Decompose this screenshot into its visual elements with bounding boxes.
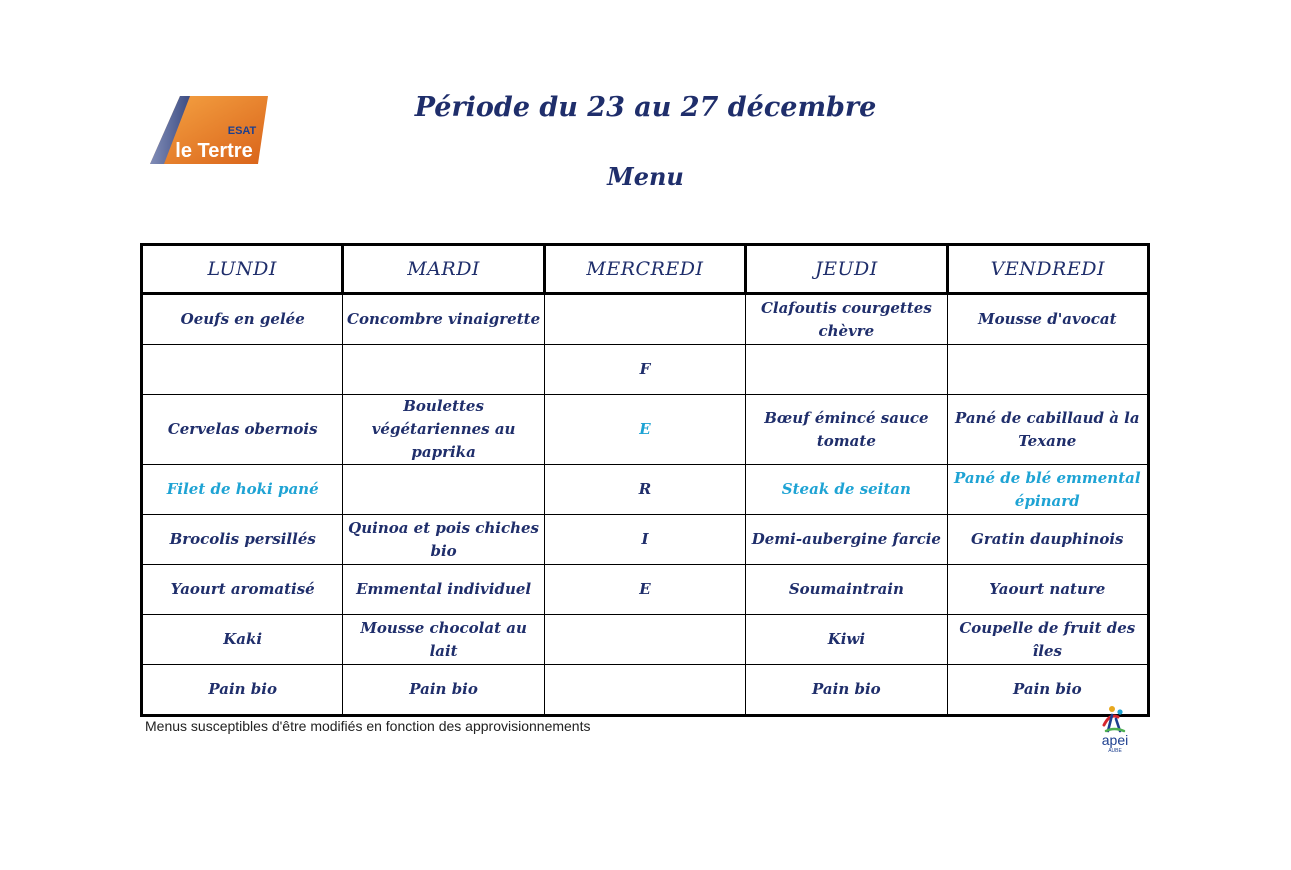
holiday-letter-cell: F [544,345,745,395]
menu-cell: Bœuf émincé sauce tomate [746,395,947,465]
menu-cell: Emmental individuel [343,565,544,615]
menu-cell: Clafoutis courgettes chèvre [746,294,947,345]
menu-cell: Kaki [142,615,343,665]
menu-cell: Boulettes végétariennes au paprika [343,395,544,465]
apei-logo-subtext: AUBE [1108,748,1122,753]
logo-esat-text: ESAT [227,125,257,137]
header-tuesday: MARDI [343,245,544,294]
menu-cell: Pain bio [142,665,343,716]
holiday-letter-cell: E [544,565,745,615]
menu-cell: Demi-aubergine farcie [746,515,947,565]
menu-cell: Pain bio [947,665,1148,716]
table-row [142,615,1149,665]
menu-cell: Gratin dauphinois [947,515,1148,565]
table-row [142,565,1149,615]
menu-cell: Yaourt nature [947,565,1148,615]
menu-cell: Mousse chocolat au lait [343,615,544,665]
menu-cell [544,665,745,716]
logo-tertre-text: le Tertre [175,140,253,162]
table-row [142,515,1149,565]
menu-cell: Oeufs en gelée [142,294,343,345]
menu-cell [544,615,745,665]
menu-title: Menu [607,162,684,191]
table-row [142,294,1149,345]
menu-cell: Mousse d'avocat [947,294,1148,345]
header-monday: LUNDI [142,245,343,294]
header-thursday: JEUDI [746,245,947,294]
menu-cell [343,465,544,515]
header-friday: VENDREDI [947,245,1148,294]
menu-cell [544,294,745,345]
menu-cell-alt: Pané de blé emmental épinard [947,465,1148,515]
holiday-letter-cell: E [544,395,745,465]
menu-cell: Quinoa et pois chiches bio [343,515,544,565]
menu-cell: Concombre vinaigrette [343,294,544,345]
menu-cell: Pain bio [746,665,947,716]
menu-cell: Yaourt aromatisé [142,565,343,615]
holiday-letter-cell: I [544,515,745,565]
menu-cell: Soumaintrain [746,565,947,615]
holiday-letter-cell: R [544,465,745,515]
table-row [142,665,1149,716]
menu-cell: Brocolis persillés [142,515,343,565]
apei-logo [1090,703,1140,753]
menu-cell: Kiwi [746,615,947,665]
menu-cell [142,345,343,395]
menu-cell-alt: Steak de seitan [746,465,947,515]
header-wednesday: MERCREDI [544,245,745,294]
menu-cell: Coupelle de fruit des îles [947,615,1148,665]
menu-cell: Pané de cabillaud à la Texane [947,395,1148,465]
menu-cell [947,345,1148,395]
menu-cell-alt: Filet de hoki pané [142,465,343,515]
table-header-row [142,245,1149,294]
supply-disclaimer: Menus susceptibles d'être modifiés en fonction des approvisionnements [145,718,591,734]
period-title: Période du 23 au 27 décembre [414,92,877,123]
table-row [142,345,1149,395]
table-row [142,465,1149,515]
menu-cell [746,345,947,395]
weekly-menu-table [140,243,1150,717]
apei-logo-text: apei [1101,732,1129,748]
menu-cell: Cervelas obernois [142,395,343,465]
table-row [142,395,1149,465]
menu-cell: Pain bio [343,665,544,716]
menu-cell [343,345,544,395]
